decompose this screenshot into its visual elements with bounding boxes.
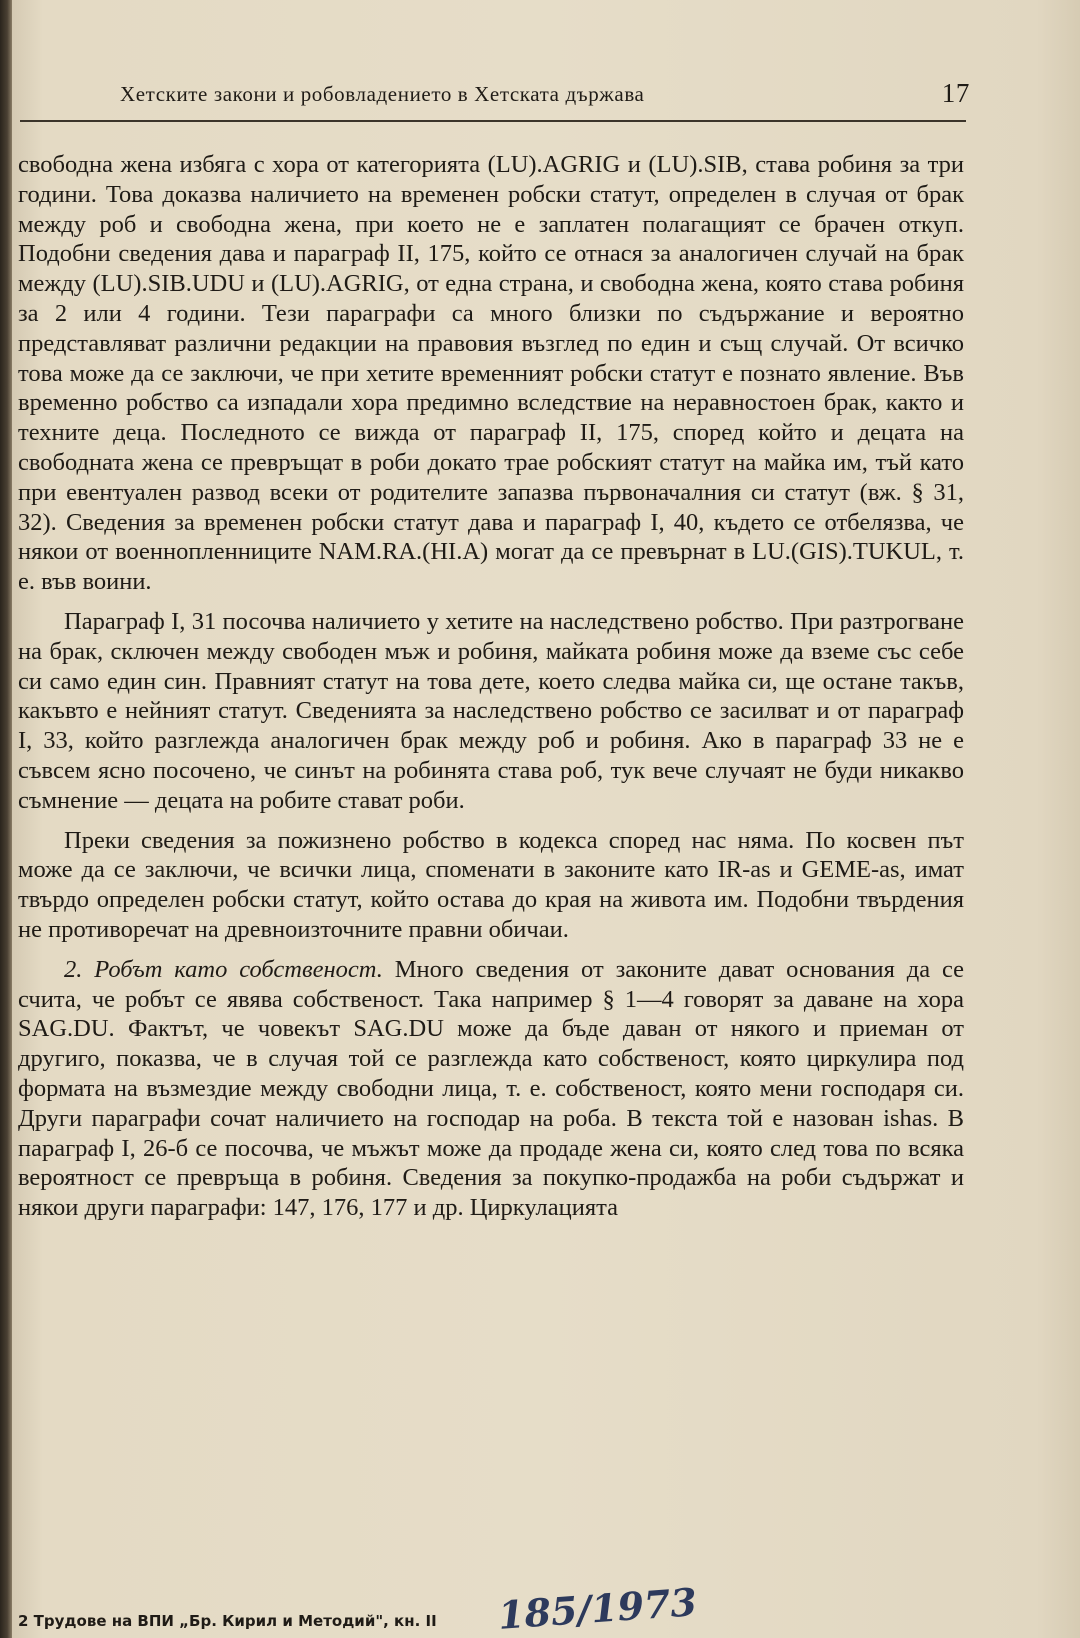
page-number: 17 bbox=[941, 78, 970, 108]
running-header bbox=[120, 78, 970, 112]
paragraph-2: Параграф I, 31 посочва наличието у хетите на наследствено робство. При разтрогване на брак, сключен между свободен мъж и робиня, майката робиня може да вземе със себе си само един син. Правният статут на това дете, което следва майка си, ще остане такъв, какъвто е нейният статут. Сведенията за наследствено робство се засилват и от параграф I, 33, който разглежда аналогичен брак между роб и робиня. Ако в параграф 33 не е съвсем ясно посочено, че синът на робинята става роб, тук вече случаят не буди никакво съмнение — децата на робите стават роби. bbox=[18, 607, 964, 814]
paragraph-1: свободна жена избяга с хора от категорията (LU).AGRIG и (LU).SIB, става робиня за три години. Това доказва наличието на временен робски статут, определен в случая от брак между роб и свободна жена, при което не е заплатен полагащият се брачен откуп. Подобни сведения дава и параграф II, 175, който се отнася за аналогичен случай на брак между (LU).SIB.UDU и (LU).AGRIG, от една страна, и свободна жена, която става робиня за 2 или 4 години. Тези параграфи са много близки по съдържание и вероятно представляват различни редакции на правовия възглед по един и същ случай. От всичко това може да се заключи, че при хетите временният робски статут е познато явление. Във временно робство са изпадали хора предимно вследствие на неравностоен брак, както и техните деца. Последното се вижда от параграф II, 175, според който и децата на свободната жена се превръщат в роби докато трае робският статут на майка им, тъй като при евентуален развод всеки от родителите запазва първоначалния си статут (вж. § 31, 32). Сведения за временен робски статут дава и параграф I, 40, където се отбелязва, че някои от военнопленниците NAM.RA.(HI.A) могат да се превърнат в LU.(GIS).TUKUL, т. е. във воини. bbox=[18, 151, 964, 596]
section-paragraph bbox=[18, 955, 964, 1223]
book-spine-shadow bbox=[0, 0, 12, 1638]
body-text bbox=[18, 150, 964, 1233]
header-rule bbox=[20, 120, 966, 122]
footer bbox=[18, 1579, 968, 1638]
footer-publication: 2 Трудове на ВПИ „Бр. Кирил и Методий", кн. II bbox=[18, 1612, 437, 1630]
handwritten-annotation: 185/1973 bbox=[496, 1579, 699, 1638]
running-title: Хетските закони и робовладението в Хетската държава bbox=[120, 82, 645, 106]
paragraph-3: Преки сведения за пожизнено робство в кодекса според нас няма. По косвен път може да се заключи, че всички лица, споменати в законите като IR-as и GEME-as, имат твърдо определен робски статут, който остава до края на живота им. Подобни твърдения не противоречат на древноизточните правни обичаи. bbox=[18, 826, 964, 943]
section-text: Много сведения от законите дават основания да се счита, че робът се явява собственост. Така например § 1—4 говорят за даване на хора SAG.DU. Фактът, че човекът SAG.DU може да бъде даван от някого и приеман от другиго, показва, че в случая той се разглежда като собственост, която циркулира под формата на възмездие между свободни лица, т. е. собственост, която мени господаря си. Други параграфи сочат наличието на господар на роба. В текста той е назован ishas. В параграф I, 26-б се посочва, че мъжът може да продаде жена си, която след това по всяка вероятност се превръща в робиня. Сведения за покупко-продажба на роби съдържат и някои други параграфи: 147, 176, 177 и др. Циркулацията bbox=[18, 955, 965, 1222]
section-heading: 2. Робът като собственост. bbox=[64, 955, 383, 983]
